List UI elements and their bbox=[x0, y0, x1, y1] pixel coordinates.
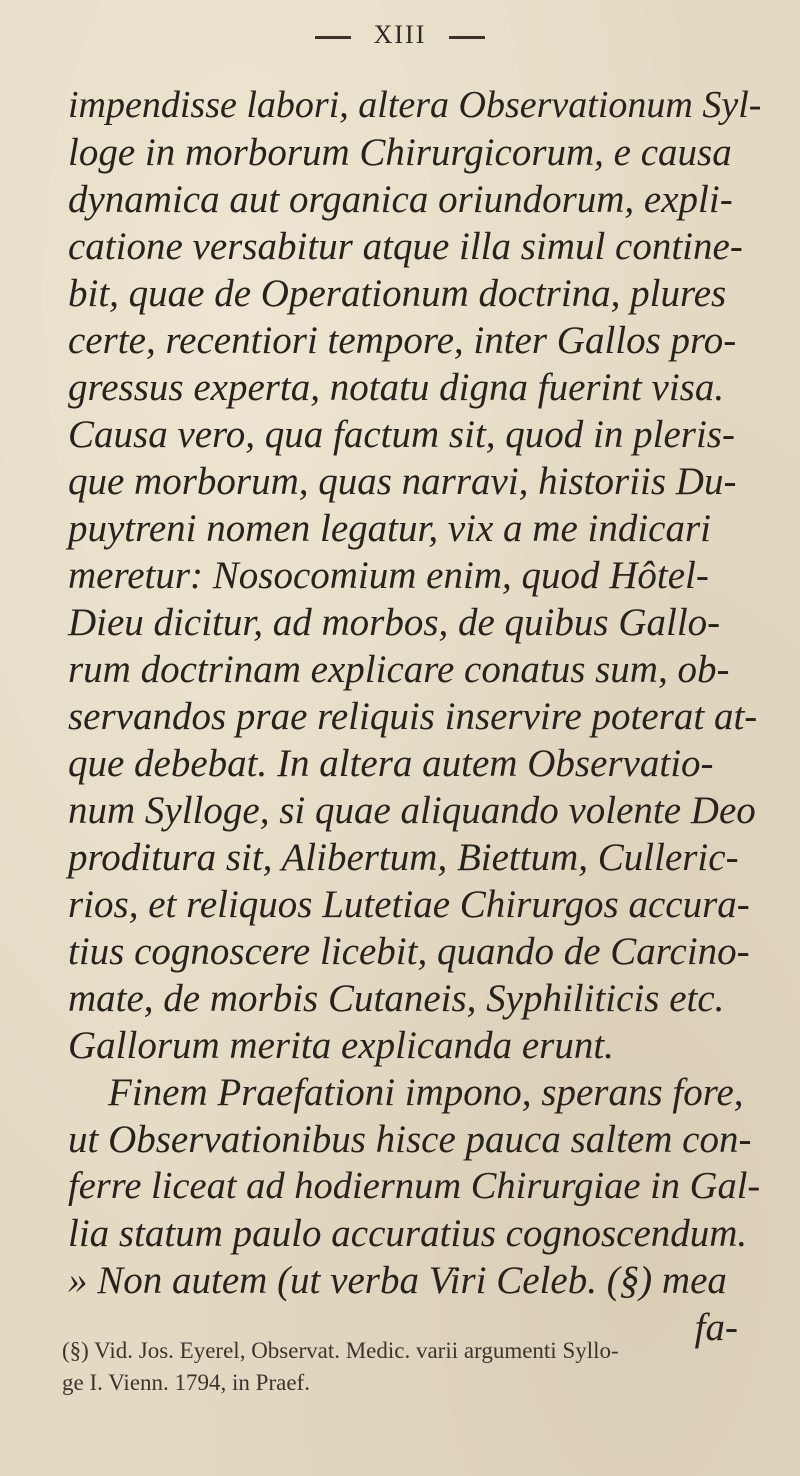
page-header bbox=[0, 20, 800, 50]
text-line: ferre liceat ad hodiernum Chirurgiae in Gal- bbox=[68, 1165, 761, 1207]
text-line: certe, recentiori tempore, inter Gallos pro- bbox=[68, 319, 737, 362]
text-line: Dieu dicitur, ad morbos, de quibus Gallo- bbox=[68, 601, 721, 644]
text-line: lia statum paulo accuratius cognoscendum. bbox=[68, 1212, 748, 1255]
header-left-rule bbox=[315, 36, 351, 39]
text-line: » Non autem (ut verba Viri Celeb. (§) mea bbox=[68, 1259, 727, 1302]
catchword: fa- bbox=[694, 1306, 738, 1349]
text-line: que morborum, quas narravi, historiis Du- bbox=[68, 460, 737, 503]
text-line: puytreni nomen legatur, vix a me indicari bbox=[68, 507, 712, 550]
text-line: num Sylloge, si quae aliquando volente Deo bbox=[68, 789, 756, 832]
header-right-rule bbox=[449, 36, 485, 39]
text-line: mate, de morbis Cutaneis, Syphiliticis etc. bbox=[68, 977, 725, 1020]
text-line: Causa vero, qua factum sit, quod in pleris- bbox=[68, 413, 735, 456]
text-line: gressus experta, notatu digna fuerint visa. bbox=[68, 366, 725, 409]
text-line: ut Observationibus hisce pauca saltem con- bbox=[68, 1118, 752, 1161]
page-number: XIII bbox=[373, 20, 427, 49]
text-line: servandos prae reliquis inservire poterat at- bbox=[68, 695, 758, 738]
text-line: catione versabitur atque illa simul contine- bbox=[68, 225, 743, 268]
text-line: tius cognoscere licebit, quando de Carcino- bbox=[68, 930, 750, 973]
text-line: bit, quae de Operationum doctrina, plures bbox=[68, 272, 727, 315]
text-line-paragraph-start: Finem Praefationi impono, sperans fore, bbox=[108, 1071, 744, 1114]
text-line: proditura sit, Alibertum, Biettum, Culleric- bbox=[68, 836, 739, 879]
footnote bbox=[62, 1335, 772, 1399]
footnote-line: (§) Vid. Jos. Eyerel, Observat. Medic. varii argumenti Syllo- bbox=[62, 1338, 619, 1363]
footnote-line: ge I. Vienn. 1794, in Praef. bbox=[62, 1370, 310, 1395]
text-line: Gallorum merita explicanda erunt. bbox=[68, 1024, 614, 1067]
text-line: que debebat. In altera autem Observatio- bbox=[68, 742, 714, 785]
main-text-block bbox=[68, 82, 768, 1351]
text-line: loge in morborum Chirurgicorum, e causa bbox=[68, 131, 732, 174]
text-line: rios, et reliquos Lutetiae Chirurgos accura- bbox=[68, 883, 750, 926]
text-line: dynamica aut organica oriundorum, expli- bbox=[68, 178, 733, 221]
text-line: impendisse labori, altera Observationum Syl- bbox=[68, 84, 762, 126]
text-line: rum doctrinam explicare conatus sum, ob- bbox=[68, 648, 730, 691]
text-line: meretur: Nosocomium enim, quod Hôtel- bbox=[68, 554, 709, 597]
